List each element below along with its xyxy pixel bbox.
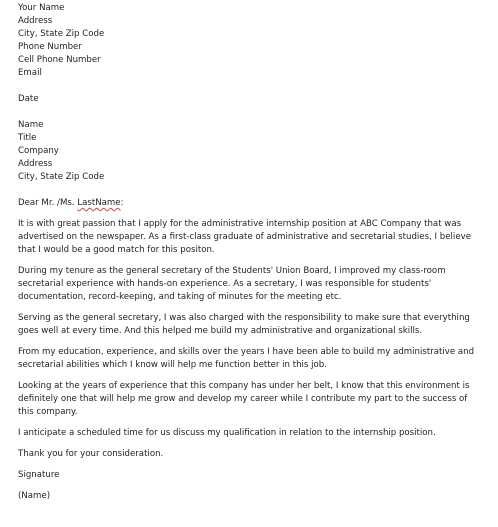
signature: Signature [18, 470, 60, 480]
body-paragraph-6: I anticipate a scheduled time for us discuss my qualification in relation to the internship position. [18, 428, 436, 438]
closing-name: (Name) [18, 491, 51, 501]
salutation-last-name: LastName [77, 198, 121, 208]
recipient-block [18, 119, 486, 184]
sender-address: Address [18, 16, 53, 26]
sender-phone: Phone Number [18, 42, 82, 52]
salutation-suffix: : [120, 198, 124, 208]
body-paragraph-7: Thank you for your consideration. [18, 449, 164, 459]
recipient-title: Title [18, 133, 37, 143]
body-paragraph-1: It is with great passion that I apply for the administrative internship position at ABC Company that was advertised on the newspaper. As a first-class graduate of administrative and secretarial studies, I believe that I would be a good match for this positon. [18, 219, 471, 255]
recipient-company: Company [18, 146, 59, 156]
recipient-city: City, State Zip Code [18, 172, 105, 182]
body-paragraph-3: Serving as the general secretary, I was also charged with the responsibility to make sure that everything goes well at every time. And this helped me build my administrative and organizational skills. [18, 313, 470, 336]
sender-name: Your Name [18, 3, 65, 13]
salutation-prefix: Dear Mr. /Ms. [18, 198, 78, 208]
recipient-name: Name [18, 120, 44, 130]
sender-city: City, State Zip Code [18, 29, 105, 39]
body-paragraph-4: From my education, experience, and skills over the years I have been able to build my administrative and secretarial abilities which I know will help me function better in this job. [18, 347, 475, 370]
letter-date: Date [18, 94, 39, 104]
sender-email: Email [18, 68, 42, 78]
cover-letter [18, 2, 486, 503]
recipient-address: Address [18, 159, 53, 169]
salutation [18, 197, 486, 210]
body-paragraph-5: Looking at the years of experience that this company has under her belt, I know that this environment is definitely one that will help me grow and develop my career while I contribute my part to the success of this company. [18, 381, 470, 417]
sender-cell: Cell Phone Number [18, 55, 101, 65]
sender-block [18, 2, 486, 80]
body-paragraph-2: During my tenure as the general secretary of the Students' Union Board, I improved my class-room secretarial experience with hands-on experience. As a secretary, I was responsible for students' documentation, record-keeping, and taking of minutes for the meeting etc. [18, 266, 446, 302]
